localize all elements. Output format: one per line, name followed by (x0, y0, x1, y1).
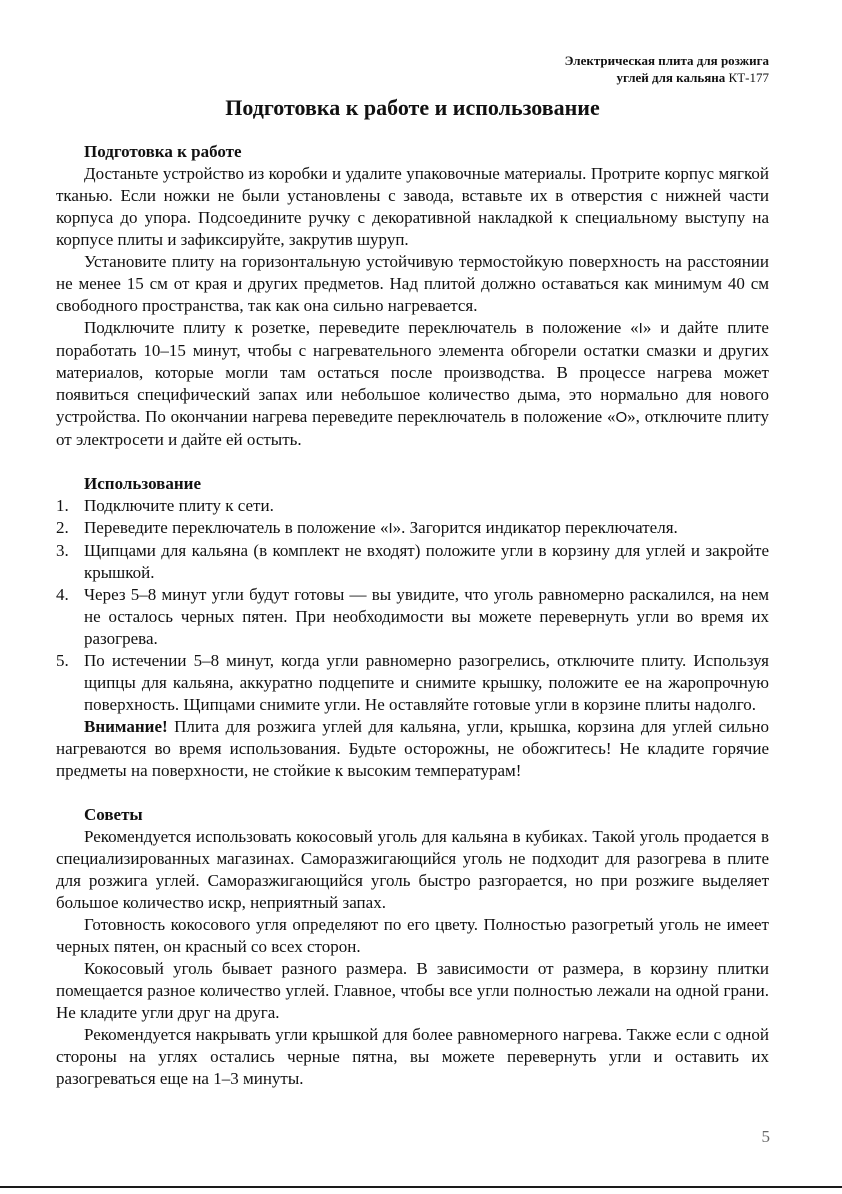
section-heading-preparation: Подготовка к работе (84, 142, 242, 161)
list-item-number: 2. (56, 518, 69, 537)
list-item-text: Щипцами для кальяна (в комплект не входят) положите угли в корзину для углей и закройте крышкой. (84, 541, 769, 582)
switch-off-symbol: O (615, 409, 628, 426)
paragraph-text: Подключите плиту к розетке, переведите переключатель в положение « (84, 318, 639, 337)
switch-on-symbol: I (638, 320, 643, 337)
paragraph: Готовность кокосового угля определяют по его цвету. Полностью разогретый уголь не имеет черных пятен, он красный со всех сторон. (56, 915, 769, 956)
section-heading-tips: Советы (84, 805, 143, 824)
paragraph (56, 317, 769, 451)
header-model: КТ-177 (728, 70, 769, 85)
warning-paragraph (56, 716, 769, 782)
list-item (56, 495, 769, 517)
switch-on-symbol: I (388, 520, 393, 537)
page-bottom-divider (0, 1186, 842, 1188)
section-usage (56, 473, 769, 782)
header-product-name: углей для кальяна (616, 70, 726, 85)
list-item-number: 1. (56, 496, 69, 515)
paragraph: Рекомендуется накрывать угли крышкой для более равномерного нагрева. Также если с одной стороны на углях остались черные пятна, вы можете перевернуть угли и оставить их разогреваться еще на 1–3 минуты. (56, 1025, 769, 1088)
page-title: Подготовка к работе и использование (225, 95, 600, 120)
list-item-text: Через 5–8 минут угли будут готовы — вы увидите, что уголь равномерно раскалился, на нем не осталось черных пятен. При необходимости вы можете перевернуть угли во время их разогрева. (84, 585, 769, 648)
section-preparation (56, 141, 769, 451)
paragraph-text: », отключите плиту от электросети и дайте ей остыть. (56, 407, 769, 449)
usage-steps-list (56, 495, 769, 716)
warning-label: Внимание! (84, 717, 168, 736)
paragraph: Кокосовый уголь бывает разного размера. В зависимости от размера, в корзину плитки помещается разное количество углей. Главное, чтобы все угли полностью лежали на одной грани. Не кладите угли друг на друга. (56, 959, 769, 1022)
section-heading-usage: Использование (84, 474, 201, 493)
header-line-1: Электрическая плита для розжига (564, 53, 769, 68)
list-item (56, 584, 769, 650)
page-number: 5 (761, 1127, 770, 1146)
warning-text: Плита для розжига углей для кальяна, угли, крышка, корзина для углей сильно нагреваются во время использования. Будьте осторожны, не обожгитесь! Не кладите горячие предметы на поверхности, не стойкие к высоким температурам! (56, 717, 769, 780)
list-item-number: 4. (56, 585, 69, 604)
document-page (56, 52, 769, 1090)
paragraph: Рекомендуется использовать кокосовый уголь для кальяна в кубиках. Такой уголь продается в специализированных магазинах. Саморазжигающийся уголь не подходит для разогрева в плите для розжига углей. Саморазжигающийся уголь быстро разгорается, но при розжиге выделяет большое количество искр, неприятный запах. (56, 827, 769, 912)
list-item (56, 540, 769, 584)
header-line-2 (56, 69, 769, 86)
section-tips (56, 804, 769, 1090)
running-header (56, 52, 769, 86)
list-item-text: По истечении 5–8 минут, когда угли равномерно разогрелись, отключите плиту. Используя щипцы для кальяна, аккуратно подцепите и снимите крышку, положите ее на жаропрочную поверхность. Щипцами снимите угли. Не оставляйте готовые угли в корзине плиты надолго. (84, 651, 769, 714)
paragraph: Достаньте устройство из коробки и удалите упаковочные материалы. Протрите корпус мягкой тканью. Если ножки не были установлены с завода, вставьте их в отверстия с нижней части корпуса до упора. Подсоедините ручку с декоративной накладкой к специальному выступу на корпусе плиты и зафиксируйте, закрутив шуруп. (56, 164, 769, 249)
paragraph: Установите плиту на горизонтальную устойчивую термостойкую поверхность на расстоянии не менее 15 см от края и других предметов. Над плитой должно оставаться как минимум 40 см свободного пространства, так как она сильно нагревается. (56, 252, 769, 315)
list-item-number: 3. (56, 541, 69, 560)
list-item-text: Подключите плиту к сети. (84, 496, 274, 515)
list-item-text: ». Загорится индикатор переключателя. (392, 518, 678, 537)
list-item (56, 517, 769, 540)
paragraph-text: » и дайте плите поработать 10–15 минут, чтобы с нагревательного элемента обгорели остатки смазки и других материалов, которые могли там остаться после производства. В процессе нагрева может появиться специфический запах или небольшое количество дыма, это нормально для нового устройства. По окончании нагрева переведите переключатель в положение « (56, 318, 769, 426)
list-item-text: Переведите переключатель в положение « (84, 518, 389, 537)
list-item-number: 5. (56, 651, 69, 670)
list-item (56, 650, 769, 716)
